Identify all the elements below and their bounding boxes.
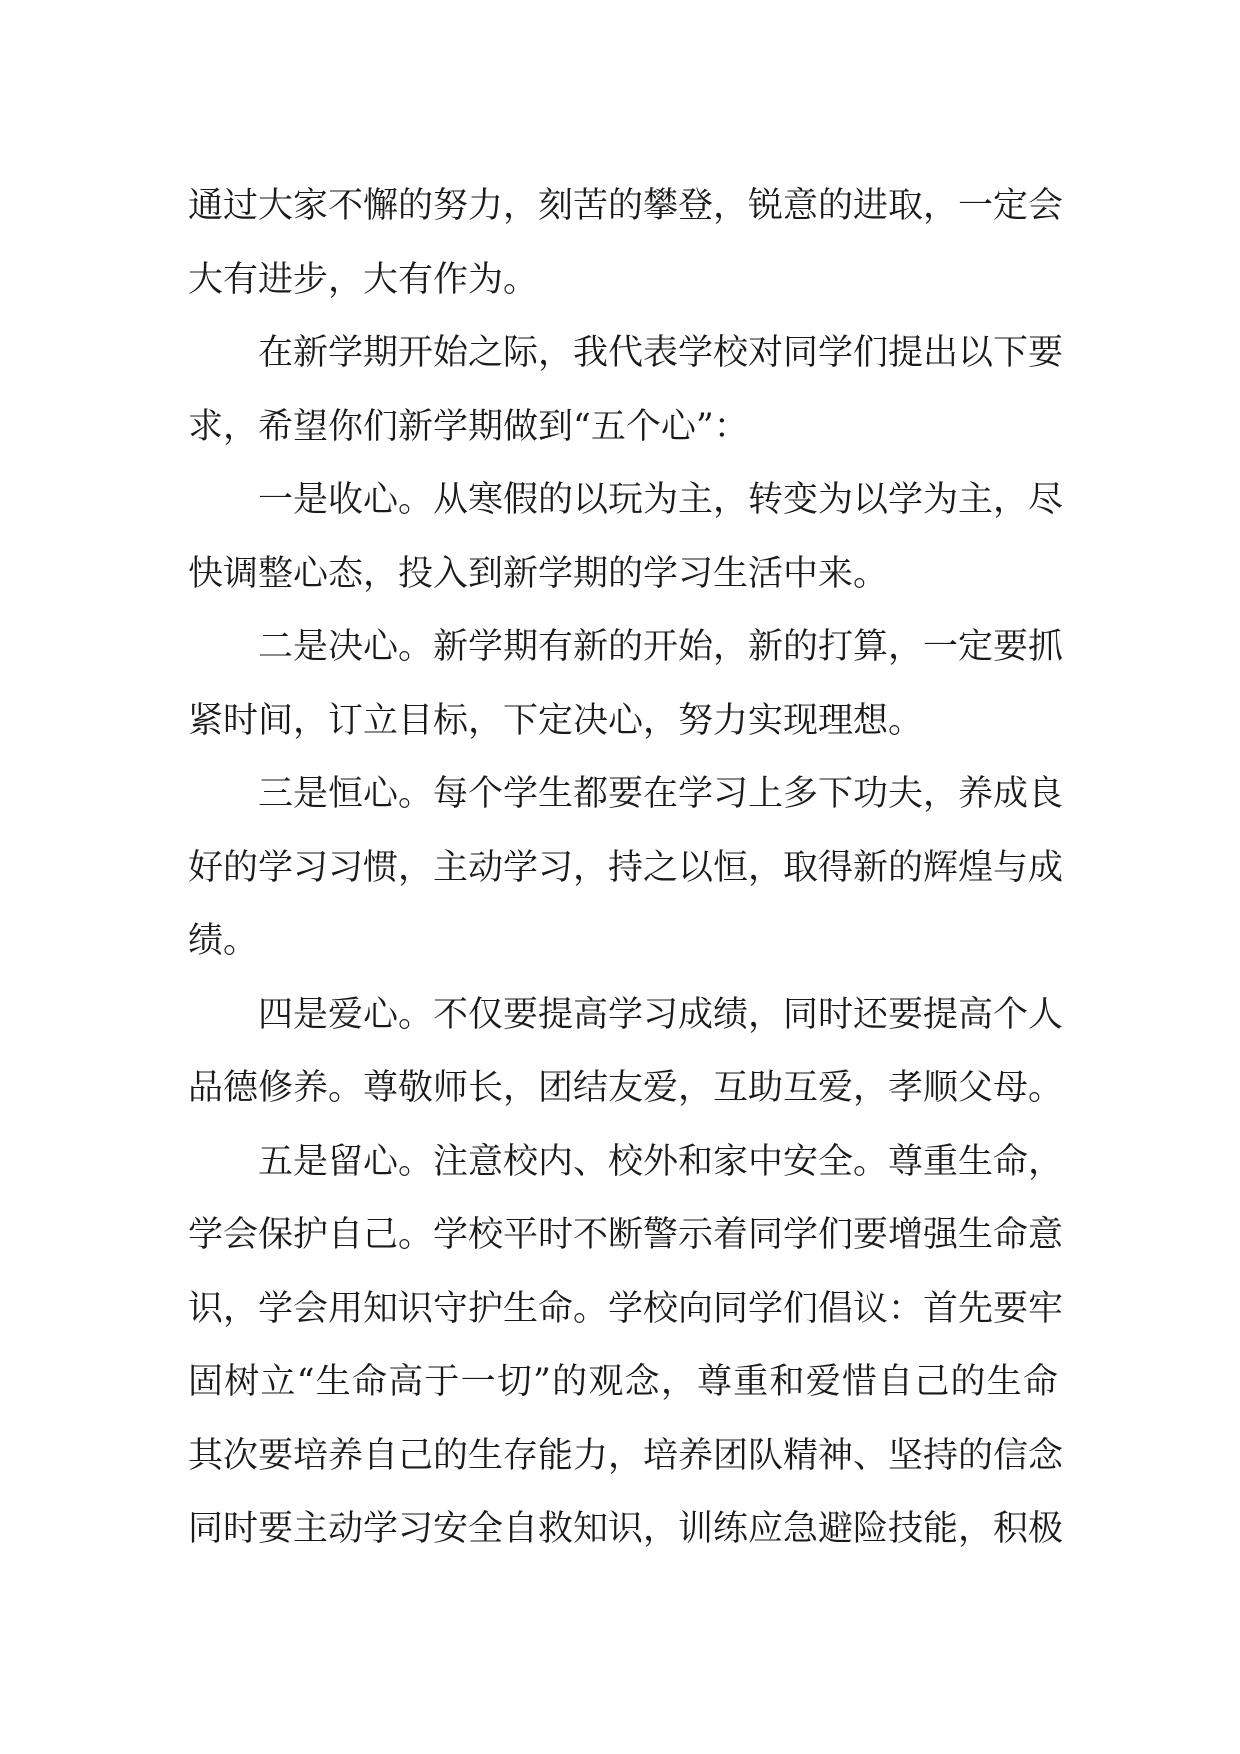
text-line: 紧时间，订立目标，下定决心，努力实现理想。 xyxy=(188,700,924,741)
text-line: 品德修养。尊敬师长，团结友爱，互助互爱，孝顺父母。 xyxy=(188,1068,1064,1108)
text-line: 固树立“生命高于一切”的观念，尊重和爱惜自己的生命 xyxy=(188,1362,1058,1402)
text-line: 识，学会用知识守护生命。学校向同学们倡议：首先要牢 xyxy=(188,1288,1064,1329)
text-line: 一是收心。从寒假的以玩为主，转变为以学为主，尽 xyxy=(258,480,1064,520)
text-line: 三是恒心。每个学生都要在学习上多下功夫，养成良 xyxy=(258,774,1064,814)
text-line: 四是爱心。不仅要提高学习成绩，同时还要提高个人 xyxy=(258,994,1064,1035)
document-body xyxy=(188,170,1064,1567)
text-line: 二是决心。新学期有新的开始，新的打算，一定要抓 xyxy=(258,627,1064,667)
text-line: 五是留心。注意校内、校外和家中安全。尊重生命， xyxy=(258,1141,1064,1182)
text-line: 同时要主动学习安全自救知识，训练应急避险技能，积极 xyxy=(188,1509,1064,1549)
text-line: 绩。 xyxy=(188,921,259,961)
text-line: 好的学习习惯，主动学习，持之以恒，取得新的辉煌与成 xyxy=(188,847,1064,888)
text-line: 大有进步，大有作为。 xyxy=(188,259,539,300)
text-line: 快调整心态，投入到新学期的学习生活中来。 xyxy=(188,553,889,594)
text-line: 学会保护自己。学校平时不断警示着同学们要增强生命意 xyxy=(188,1215,1064,1255)
text-line: 其次要培养自己的生存能力，培养团队精神、坚持的信念 xyxy=(188,1435,1064,1476)
text-line: 在新学期开始之际，我代表学校对同学们提出以下要 xyxy=(258,333,1064,373)
text-line: 通过大家不懈的努力，刻苦的攀登，锐意的进取，一定会 xyxy=(188,186,1064,226)
text-line: 求，希望你们新学期做到“五个心”： xyxy=(188,406,749,447)
